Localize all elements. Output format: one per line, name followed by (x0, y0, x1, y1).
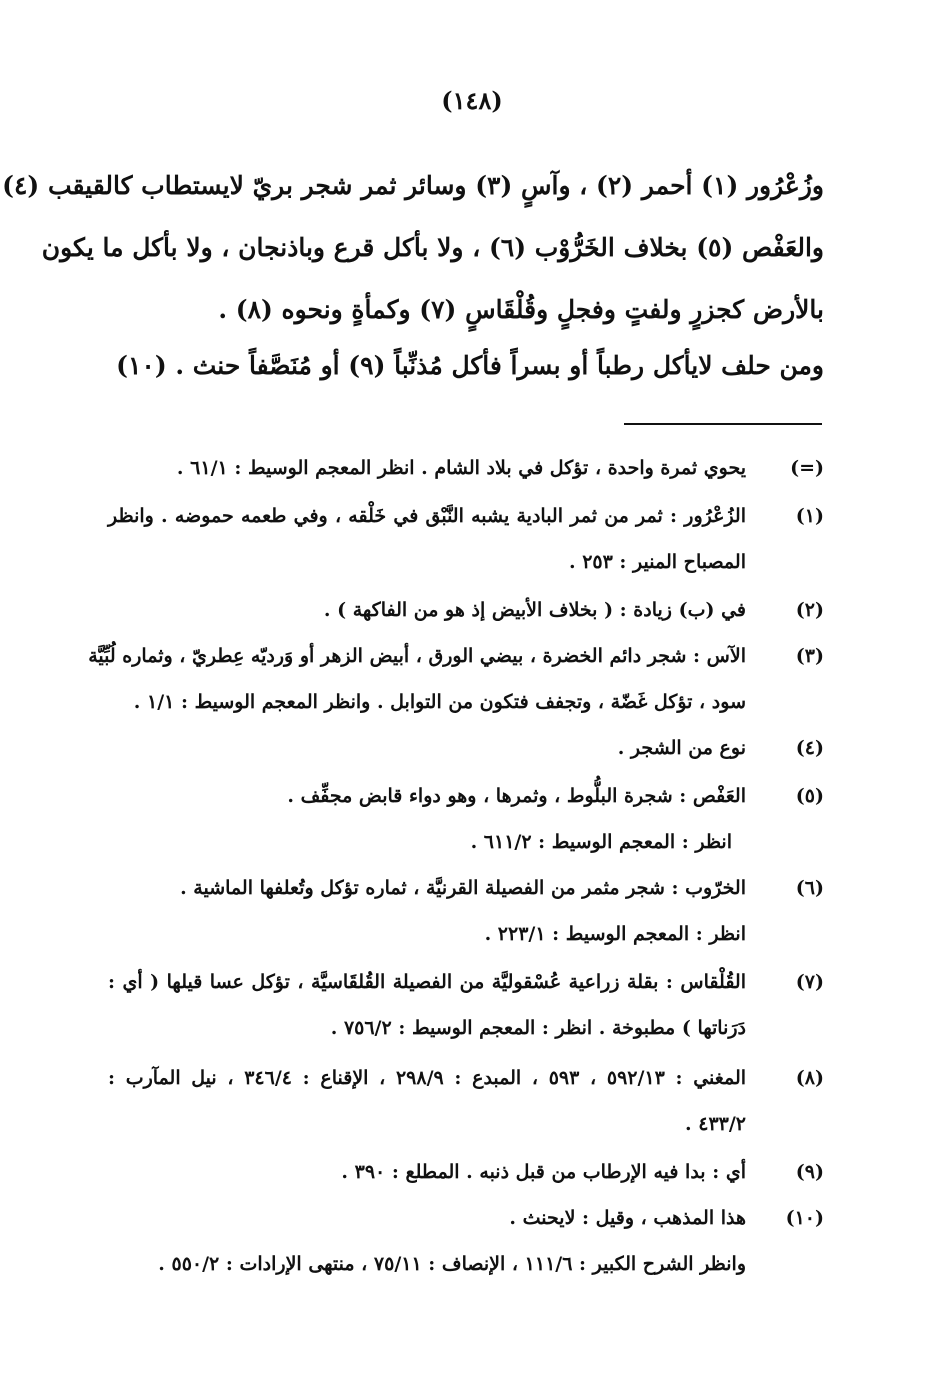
footnote-text: يحوي ثمرة واحدة ، تؤكل في بلاد الشام . انظر المعجم الوسيط : ٦١/١ . (176, 457, 746, 479)
footnote-1 (108, 496, 824, 536)
footnote-text: في (ب) زيادة : ( بخلاف الأبيض إذ هو من الفاكهة ) . (323, 599, 746, 621)
footnote-0 (108, 448, 824, 488)
footnote-4 (108, 728, 824, 768)
footnote-text: المغني : ٥٩٢/١٣ ، ٥٩٣ ، المبدع : ٢٩٨/٩ ، الإقناع : ٣٤٦/٤ ، نيل المآرب : (108, 1067, 747, 1089)
footnote-divider (624, 423, 822, 425)
footnote-1-continuation: المصباح المنير : ٢٥٣ . (568, 551, 746, 573)
footnote-6 (108, 868, 824, 908)
footnote-number: (٦) (795, 877, 824, 899)
footnote-8-continuation: ٤٣٣/٢ . (685, 1113, 746, 1135)
footnote-text: العَفْص : شجرة البلُّوط ، وثمرها ، وهو دواء قابض مجفِّف . (287, 785, 746, 807)
footnote-text: نوع من الشجر . (617, 737, 746, 759)
main-text-line-2: والعَفْص (٥) بخلاف الخَرُّوْب (٦) ، ولا بأكل قرع وباذنجان ، ولا بأكل ما يكون (41, 233, 824, 262)
footnote-number: (٨) (795, 1067, 824, 1089)
footnote-9 (108, 1152, 824, 1192)
footnote-text: الخرّوب : شجر مثمر من الفصيلة القرنيَّة ، ثماره تؤكل وتُعلفها الماشية . (180, 877, 746, 899)
footnote-number: (٩) (795, 1161, 824, 1183)
footnote-text: القُلْقاس : بقلة زراعية عُسْقوليَّة من الفصيلة القُلقَاسيَّة ، تؤكل عسا قيلها ( أي : (108, 971, 746, 993)
main-text-line-1: وزُعْرُور (١) أحمر (٢) ، وآسٍ (٣) وسائر ثمر شجر بريّ لايستطاب كالقيقب (٤) (2, 171, 824, 200)
main-text-line-3: بالأرض كجزرٍ ولفتٍ وفجلٍ وقُلْقَاسٍ (٧) وكمأةٍ ونحوه (٨) . (218, 295, 824, 324)
footnote-text: الآس : شجر دائم الخضرة ، بيضي الورق ، أبيض الزهر أو وَرديّه عِطريّ ، وثماره لُبِّيَّة (88, 645, 746, 667)
footnote-number: (١) (795, 505, 824, 527)
footnote-3-continuation: سود ، تؤكل غَضّة ، وتجفف فتكون من التوابل . وانظر المعجم الوسيط : ١/١ . (133, 691, 746, 713)
footnote-6-continuation: انظر : المعجم الوسيط : ٢٢٣/١ . (484, 923, 746, 945)
footnote-number: (٣) (795, 645, 824, 667)
footnote-text: هذا المذهب ، وقيل : لايحنث . (509, 1207, 746, 1229)
main-text-line-4: ومن حلف لايأكل رطباً أو بسراً فأكل مُذنِّباً (٩) أو مُنَصَّفاً حنث . (١٠) (116, 351, 824, 380)
page-number: (١٤٨) (441, 86, 503, 115)
footnote-number: (١٠) (785, 1207, 824, 1229)
footnote-10-continuation: وانظر الشرح الكبير : ١١١/٦ ، الإنصاف : ٧٥/١١ ، منتهى الإرادات : ٥٥٠/٢ . (158, 1253, 746, 1275)
footnote-number: (٤) (795, 737, 824, 759)
footnote-number: (٢) (795, 599, 824, 621)
footnote-text: الزُعْرُور : ثمر من ثمر البادية يشبه النَّبْق في خَلْقه ، وفي طعمه حموضه . وانظر (108, 505, 746, 527)
footnote-5-continuation: انظر : المعجم الوسيط : ٦١١/٢ . (470, 831, 732, 853)
footnote-7-continuation: دَرَناتها ) مطبوخة . انظر : المعجم الوسيط : ٧٥٦/٢ . (330, 1017, 746, 1039)
footnote-8 (108, 1058, 824, 1098)
footnote-number: (٧) (795, 971, 824, 993)
footnote-text: أي : بدا فيه الإرطاب من قبل ذنبه . المطلع : ٣٩٠ . (341, 1161, 746, 1183)
footnote-number: (=) (790, 457, 824, 479)
footnote-3 (88, 636, 824, 676)
footnote-5 (108, 776, 824, 816)
footnote-10 (108, 1198, 824, 1238)
footnote-7 (108, 962, 824, 1002)
footnote-number: (٥) (795, 785, 824, 807)
footnote-2 (108, 590, 824, 630)
